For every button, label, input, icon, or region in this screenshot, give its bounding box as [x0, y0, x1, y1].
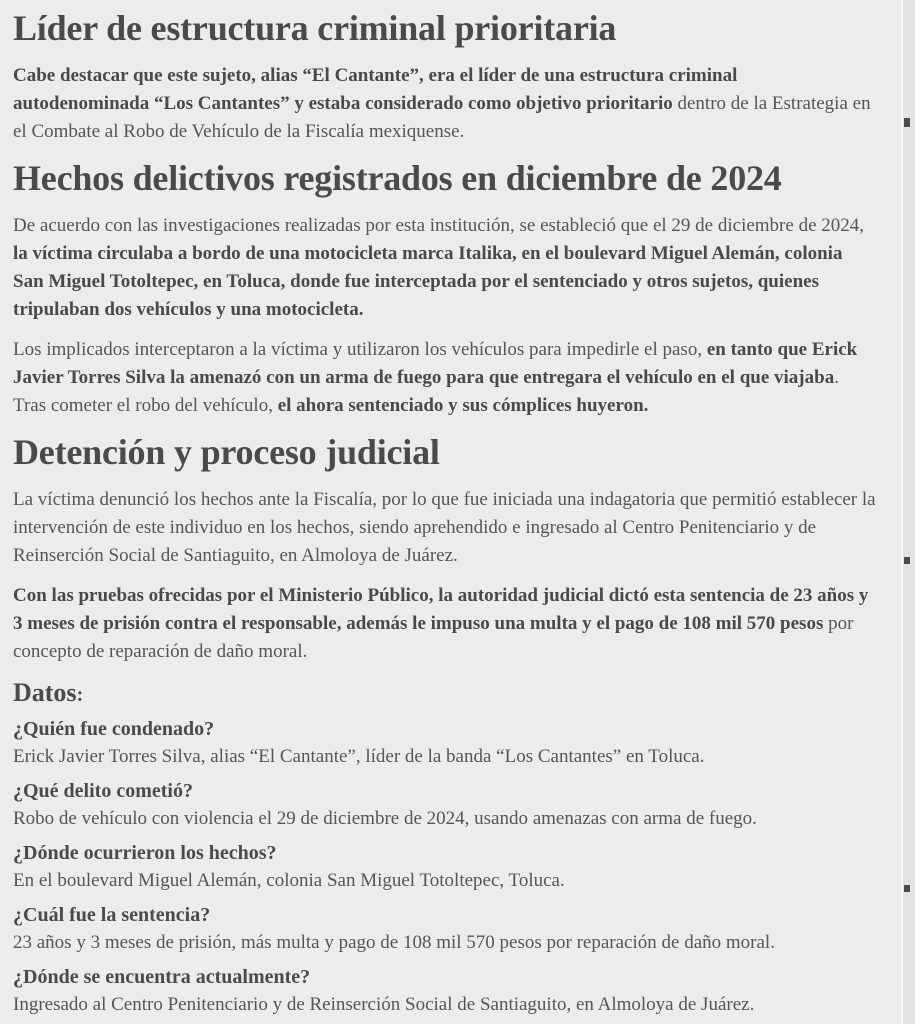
paragraph-implicados-regular-2: . Tras cometer el robo del vehículo, — [13, 367, 839, 416]
qa-ubicacion-actual-answer: Ingresado al Centro Penitenciario y de Reinserción Social de Santiaguito, en Almoloya de Juárez. — [13, 994, 755, 1015]
heading-datos-label: Datos — [13, 678, 77, 707]
qa-lugar-hechos-answer: En el boulevard Miguel Alemán, colonia San Miguel Totoltepec, Toluca. — [13, 870, 565, 891]
paragraph-implicados-bold-2: el ahora sentenciado y sus cómplices huyeron. — [277, 395, 649, 416]
qa-sentencia-question: ¿Cuál fue la sentencia? — [13, 904, 211, 926]
qa-lugar-hechos — [13, 840, 876, 894]
paragraph-el-cantante-bold: Cabe destacar que este sujeto, alias “El Cantante”, era el líder de una estructura criminal autodenominada “Los Cantantes” y estaba considerado como objetivo prioritario — [13, 65, 738, 114]
adjacent-column-strip — [901, 0, 915, 1024]
cropped-text-fragment — [904, 557, 910, 564]
heading-datos-colon: : — [76, 684, 84, 706]
paragraph-denuncia: La víctima denunció los hechos ante la Fiscalía, por lo que fue iniciada una indagatoria que permitió establecer la intervención de este individuo en los hechos, siendo aprehendido e ingresado al Centro Penitenciario y de Reinserción Social de Santiaguito, en Almoloya de Juárez. — [13, 489, 876, 566]
paragraph-sentencia — [13, 582, 876, 666]
qa-condenado-question: ¿Quién fue condenado? — [13, 718, 215, 740]
heading-hechos-delictivos: Hechos delictivos registrados en diciembre de 2024 — [13, 158, 782, 198]
paragraph-el-cantante — [13, 62, 876, 146]
cropped-text-fragment — [904, 118, 910, 127]
qa-sentencia-answer: 23 años y 3 meses de prisión, más multa y pago de 108 mil 570 pesos por reparación de daño moral. — [13, 932, 775, 953]
paragraph-implicados — [13, 336, 876, 420]
paragraph-sentencia-bold: Con las pruebas ofrecidas por el Ministerio Público, la autoridad judicial dictó esta sentencia de 23 años y 3 meses de prisión contra el responsable, además le impuso una multa y el pago de 108 mil 570 pesos — [13, 585, 869, 634]
paragraph-investigaciones-bold: la víctima circulaba a bordo de una motocicleta marca Italika, en el boulevard Miguel Alemán, colonia San Miguel Totoltepec, en Toluca, donde fue interceptada por el sentenciado y otros sujetos, quienes tripulaban dos vehículos y una motocicleta. — [13, 243, 843, 320]
paragraph-el-cantante-regular: dentro de la Estrategia en el Combate al Robo de Vehículo de la Fiscalía mexiquense. — [13, 93, 871, 142]
qa-delito — [13, 778, 876, 832]
cropped-text-fragment — [904, 885, 910, 892]
paragraph-sentencia-regular: por concepto de reparación de daño moral. — [13, 613, 854, 662]
paragraph-investigaciones — [13, 212, 876, 324]
qa-sentencia — [13, 902, 876, 956]
heading-lider-estructura: Líder de estructura criminal prioritaria — [13, 8, 617, 48]
paragraph-investigaciones-regular: De acuerdo con las investigaciones realizadas por esta institución, se estableció que el 29 de diciembre de 2024, — [13, 215, 865, 236]
qa-delito-question: ¿Qué delito cometió? — [13, 780, 193, 802]
qa-condenado — [13, 716, 876, 770]
qa-ubicacion-actual-question: ¿Dónde se encuentra actualmente? — [13, 966, 311, 988]
paragraph-implicados-bold-1: en tanto que Erick Javier Torres Silva la amenazó con un arma de fuego para que entregara el vehículo en el que viajaba — [13, 339, 858, 388]
qa-ubicacion-actual — [13, 964, 876, 1018]
paragraph-implicados-regular-1: Los implicados interceptaron a la víctima y utilizaron los vehículos para impedirle el paso, — [13, 339, 707, 360]
heading-detencion-proceso: Detención y proceso judicial — [13, 432, 440, 472]
qa-condenado-answer: Erick Javier Torres Silva, alias “El Cantante”, líder de la banda “Los Cantantes” en Toluca. — [13, 746, 705, 767]
heading-datos — [13, 678, 876, 710]
qa-delito-answer: Robo de vehículo con violencia el 29 de diciembre de 2024, usando amenazas con arma de fuego. — [13, 808, 757, 829]
qa-lugar-hechos-question: ¿Dónde ocurrieron los hechos? — [13, 842, 277, 864]
